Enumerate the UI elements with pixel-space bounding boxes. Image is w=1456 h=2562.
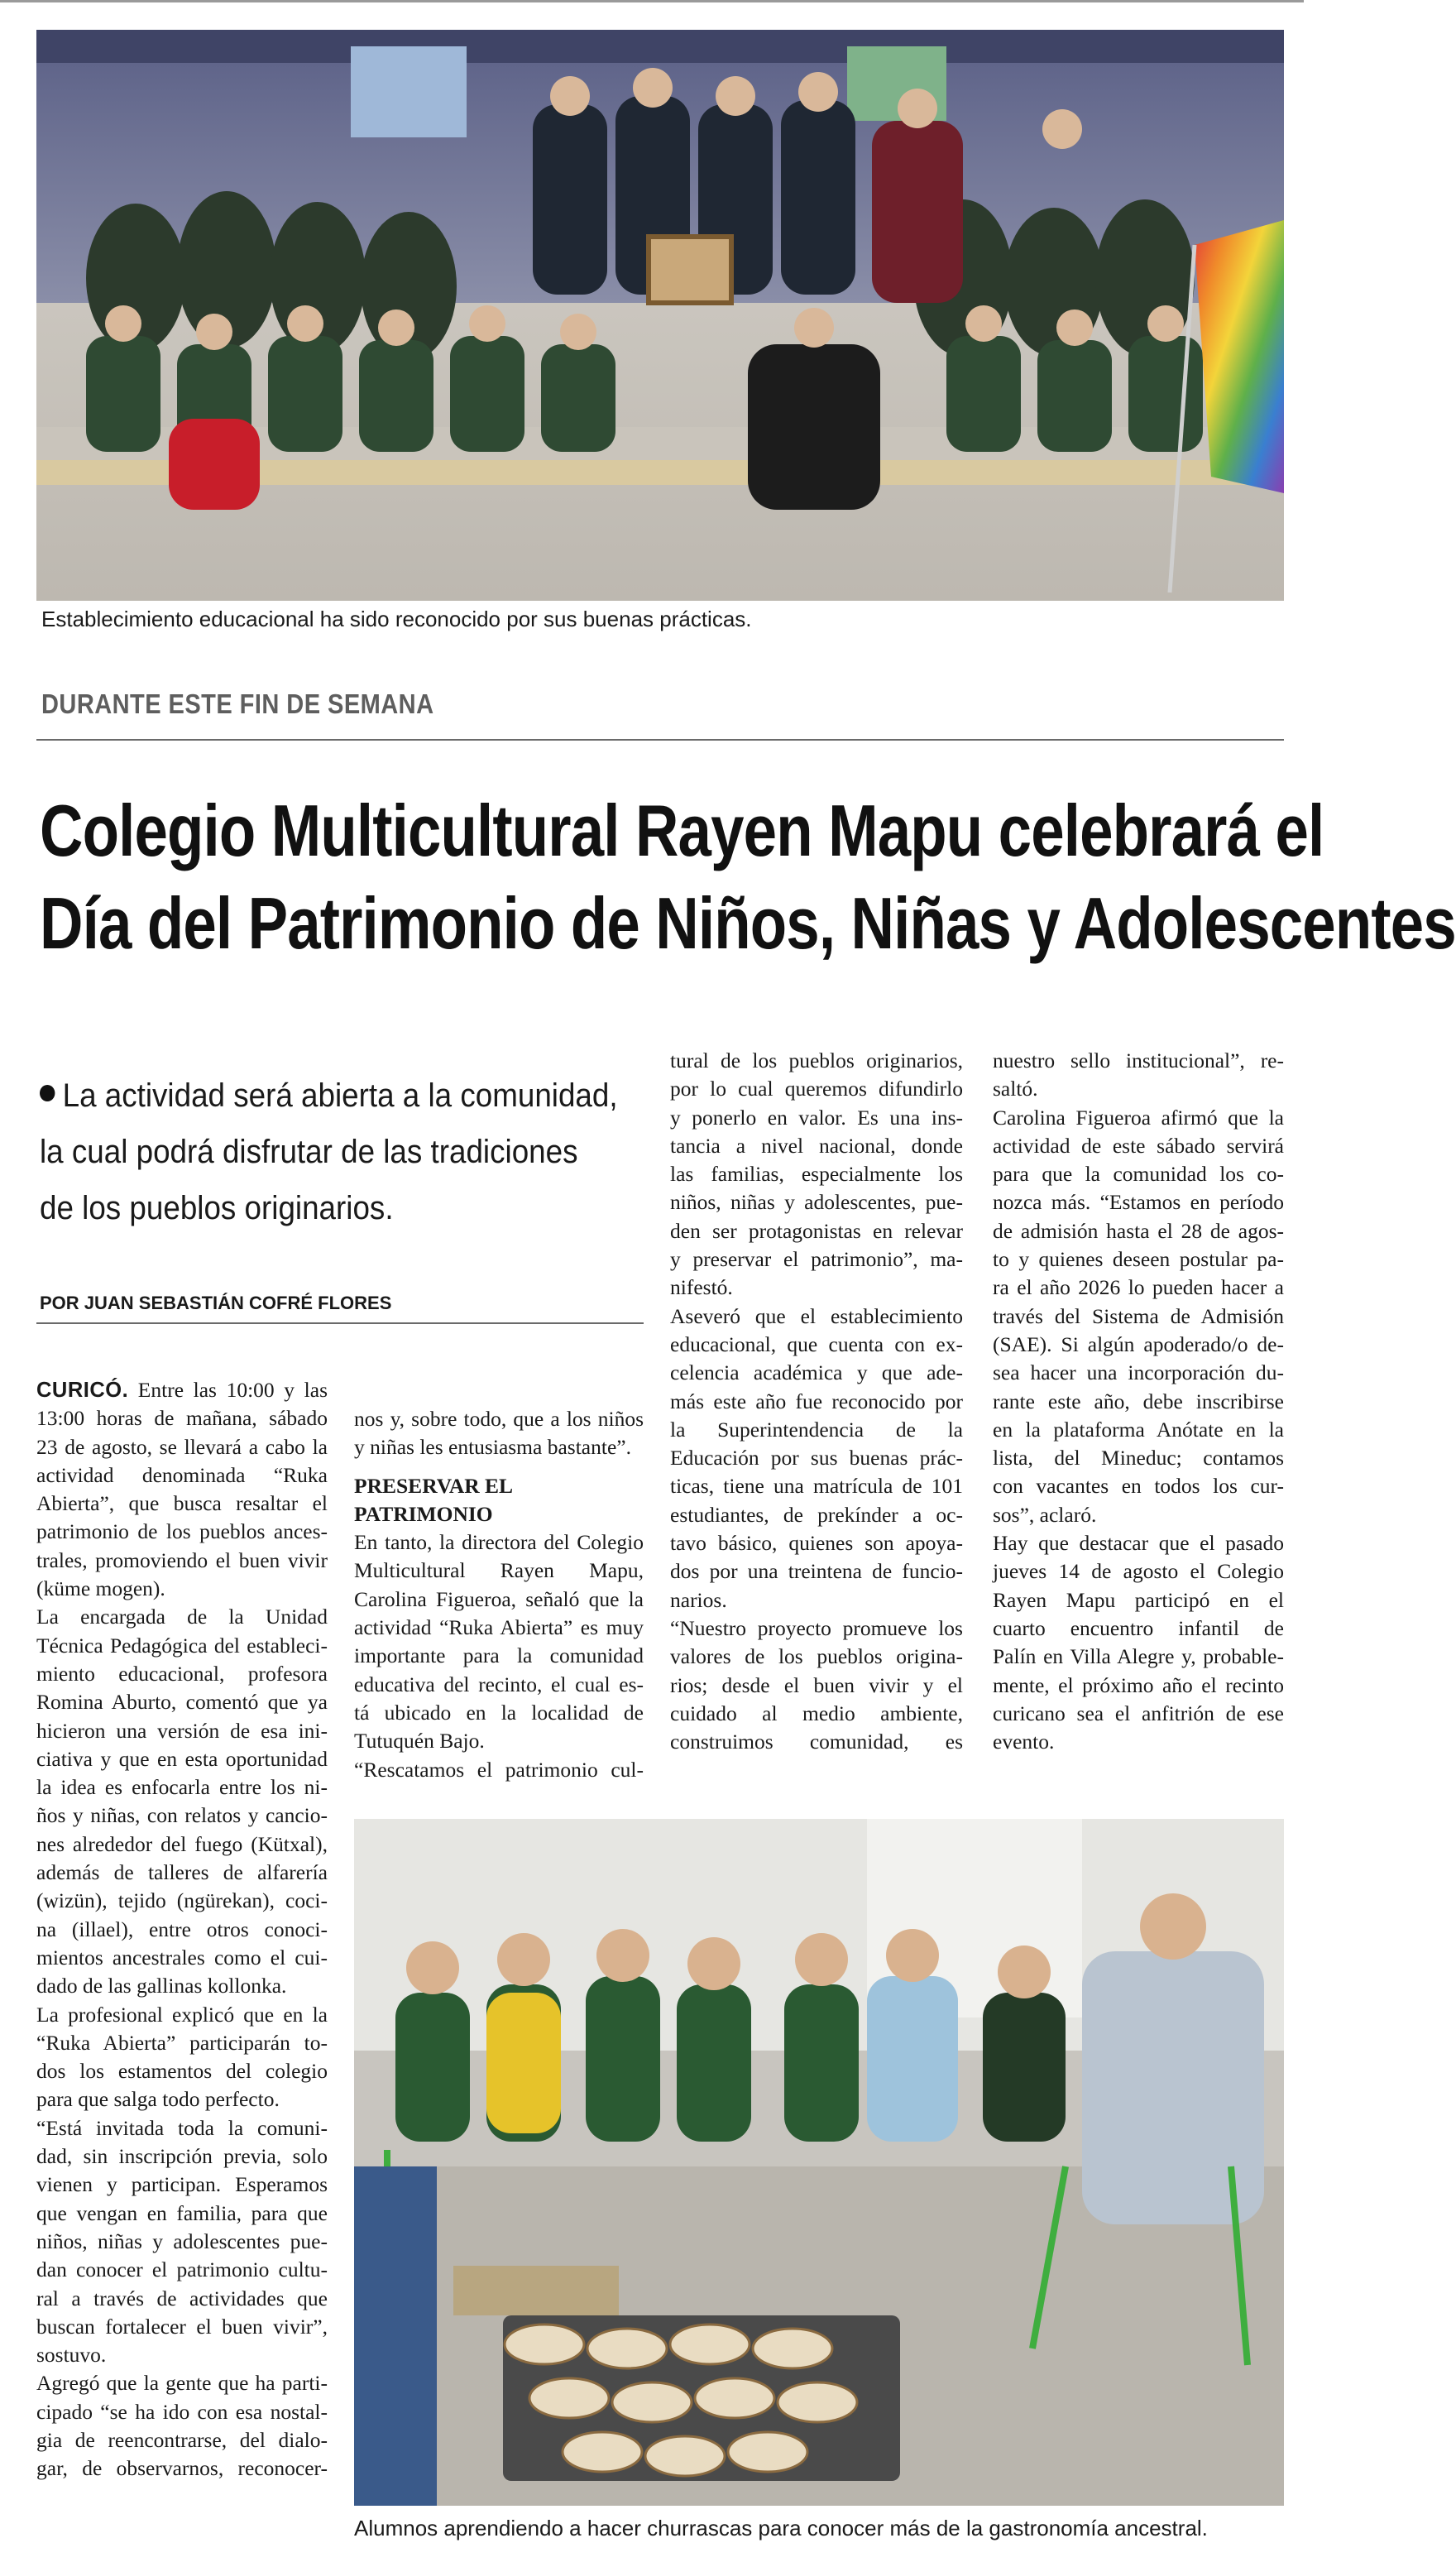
photo-caption: Establecimiento educacional ha sido reconocido por sus buenas prácticas.: [41, 607, 752, 631]
text-line: mente, el próximo año el recinto: [993, 1672, 1284, 1697]
text-line: valores de los pueblos origina-: [670, 1644, 963, 1669]
text-line: Aseveró que el establecimiento: [670, 1303, 963, 1328]
text-line: (wizün), tejido (ngürekan), coci-: [36, 1888, 328, 1913]
text-line: “Está invitada toda la comuni-: [36, 2115, 328, 2140]
text-line: ticas, tiene una matrícula de 101: [670, 1474, 963, 1499]
text-line: Agregó que la gente que ha parti-: [36, 2371, 328, 2396]
text-line: “Ruka Abierta” participarán to-: [36, 2030, 328, 2055]
text-line: [36, 1376, 328, 1404]
text-line: “Rescatamos el patrimonio cul-: [354, 1757, 644, 1782]
text-line: jueves 14 de agosto el Colegio: [993, 1559, 1284, 1584]
text-line: mientos ancestrales como el cui-: [36, 1945, 328, 1969]
text-line: Romina Aburto, comentó que ya: [36, 1690, 328, 1715]
text-line: actividad “Ruka Abierta” es muy: [354, 1615, 644, 1640]
text-line: dos por una treintena de funcio-: [670, 1559, 963, 1584]
text-line: educacional, que cuenta con ex-: [670, 1331, 963, 1356]
text-line: importante para la comunidad: [354, 1643, 644, 1668]
dateline-city: CURICÓ.: [36, 1379, 129, 1402]
text-line: y preservar el patrimonio”, ma-: [670, 1247, 963, 1272]
text-line: sos”, aclaró.: [993, 1502, 1097, 1527]
text-line: y ponerlo en valor. Es una ins-: [670, 1105, 963, 1130]
text-line: construimos comunidad, es: [670, 1730, 963, 1754]
text-line: actividad denominada “Ruka: [36, 1462, 328, 1487]
text-line: Tutuquén Bajo.: [354, 1729, 485, 1754]
text-line: buscan fortalecer el buen vivir”,: [36, 2314, 328, 2339]
text-line: dado de las gallinas kollonka.: [36, 1974, 287, 1998]
text-line: 23 de agosto, se llevará a cabo la: [36, 1434, 328, 1459]
text-line: cuarto encuentro infantil de: [993, 1615, 1284, 1640]
text-line: Hay que destacar que el pasado: [993, 1531, 1284, 1556]
text-line: además de talleres de alfarería: [36, 1860, 328, 1885]
text-line: más este año fue reconocido por: [670, 1389, 963, 1413]
text-line: estudiantes, de prekínder a oc-: [670, 1502, 963, 1527]
text-line: rante este año, debe inscribirse: [993, 1389, 1284, 1413]
text-line: tural de los pueblos originarios,: [670, 1048, 963, 1072]
section-subhead: PRESERVAR EL: [354, 1473, 514, 1498]
text-line: vienen y participan. Esperamos: [36, 2172, 328, 2197]
text-line: sea hacer una incorporación du-: [993, 1360, 1284, 1385]
text-line: Técnica Pedagógica del estableci-: [36, 1633, 328, 1658]
deck-line: la cual podrá disfrutar de las tradiciones: [40, 1134, 578, 1170]
group-photo: [36, 30, 1284, 601]
section-subhead: PATRIMONIO: [354, 1501, 493, 1526]
text-line: con vacantes en todos los cur-: [993, 1474, 1284, 1499]
text-line: través del Sistema de Admisión: [993, 1303, 1284, 1328]
text-line: niños, niñas y adolescentes, pue-: [670, 1190, 963, 1215]
byline-rule: [36, 1322, 644, 1324]
text-line: ra el año 2026 lo pueden hacer a: [993, 1275, 1284, 1300]
text-line: para que salga todo perfecto.: [36, 2087, 280, 2112]
article-column-4: [993, 1047, 1284, 1756]
text-line: dos los estamentos del colegio: [36, 2059, 328, 2084]
text-line: en la plataforma Anótate en la: [993, 1417, 1284, 1442]
students-photo: [354, 1819, 1284, 2506]
text-line: la Superintendencia de la: [670, 1417, 963, 1442]
text-line: Rayen Mapu participó en el: [993, 1587, 1284, 1612]
text-line: Carolina Figueroa afirmó que la: [993, 1105, 1284, 1130]
text-line: las familias, especialmente los: [670, 1162, 963, 1187]
text-line: gia de reencontrarse, del dialo-: [36, 2427, 328, 2452]
text-line: actividad de este sábado servirá: [993, 1133, 1284, 1158]
text-line: celencia académica y que ade-: [670, 1360, 963, 1385]
text-line: dan conocer el patrimonio cultu-: [36, 2257, 328, 2282]
text-line: ciativa y que en esta oportunidad: [36, 1746, 328, 1771]
kicker: DURANTE ESTE FIN DE SEMANA: [41, 688, 434, 719]
text-line: nozca más. “Estamos en período: [993, 1190, 1284, 1215]
text-line: Multicultural Rayen Mapu,: [354, 1558, 644, 1583]
text-line: nifestó.: [670, 1275, 733, 1300]
text-line: ños y niñas, con relatos y cancio-: [36, 1803, 328, 1828]
text-line: den ser protagonistas en relevar: [670, 1218, 963, 1243]
text-line: En tanto, la directora del Colegio: [354, 1530, 644, 1555]
text-line: 13:00 horas de mañana, sábado: [36, 1406, 328, 1431]
text-line: “Nuestro proyecto promueve los: [670, 1615, 963, 1640]
text-line: Palín en Villa Alegre y, probable-: [993, 1644, 1284, 1669]
text-line: Carolina Figueroa, señaló que la: [354, 1586, 644, 1611]
text-line: cuidado al medio ambiente,: [670, 1701, 963, 1725]
text-line: para que la comunidad los co-: [993, 1162, 1284, 1187]
text-line: educativa del recinto, el cual es-: [354, 1672, 644, 1696]
text-line: dad, sin inscripción previa, solo: [36, 2144, 328, 2169]
text-line: que vengan en familia, para que: [36, 2200, 328, 2225]
top-rule: [0, 0, 1304, 2]
text-line: tancia a nivel nacional, donde: [670, 1133, 963, 1158]
headline-line: Día del Patrimonio de Niños, Niñas y Adolescentes: [40, 882, 1456, 964]
text-line: evento.: [993, 1730, 1055, 1754]
text-line: Educación por sus buenas prác-: [670, 1446, 963, 1471]
text-line: miento educacional, profesora: [36, 1661, 328, 1686]
text-line: Abierta”, que busca resaltar el: [36, 1491, 328, 1516]
text-line: na (illael), entre otros conoci-: [36, 1917, 328, 1941]
headline-line: Colegio Multicultural Rayen Mapu celebrará el: [40, 789, 1324, 871]
text-line: sostuvo.: [36, 2343, 107, 2368]
text-fragment: Entre las 10:00 y las: [137, 1378, 328, 1402]
byline: POR JUAN SEBASTIÁN COFRÉ FLORES: [40, 1293, 392, 1313]
text-line: lista, del Mineduc; contamos: [993, 1446, 1284, 1471]
text-line: tavo básico, quienes son apoya-: [670, 1531, 963, 1556]
text-line: nuestro sello institucional”, re-: [993, 1048, 1284, 1072]
text-line: (SAE). Si algún apoderado/o de-: [993, 1331, 1284, 1356]
text-line: saltó.: [993, 1077, 1038, 1101]
deck: [40, 1068, 618, 1236]
article-column-1: [36, 1376, 328, 2483]
text-line: de admisión hasta el 28 de agos-: [993, 1218, 1284, 1243]
text-line: curicano sea el anfitrión de ese: [993, 1701, 1284, 1725]
deck-line: de los pueblos originarios.: [40, 1190, 394, 1226]
text-line: ral a través de actividades que: [36, 2286, 328, 2310]
article-column-3: [670, 1047, 963, 1756]
text-line: narios.: [670, 1587, 727, 1612]
text-line: nos y, sobre todo, que a los niños: [354, 1407, 644, 1431]
text-line: hicieron una versión de esa ini-: [36, 1718, 328, 1743]
text-line: tá ubicado en la localidad de: [354, 1700, 644, 1725]
text-line: niños, niñas y adolescentes pue-: [36, 2229, 328, 2253]
text-line: la idea es enfocarla entre los ni-: [36, 1775, 328, 1800]
text-line: trales, promoviendo el buen vivir: [36, 1547, 328, 1572]
photo-caption: Alumnos aprendiendo a hacer churrascas para conocer más de la gastronomía ancestral.: [354, 2516, 1208, 2540]
article-column-2: [354, 1405, 644, 1784]
text-line: to y quienes deseen postular pa-: [993, 1247, 1284, 1272]
text-line: (küme mogen).: [36, 1576, 165, 1601]
text-line: nes alrededor del fuego (Kütxal),: [36, 1831, 328, 1856]
text-line: gar, de observarnos, reconocer-: [36, 2456, 328, 2481]
text-line: patrimonio de los pueblos ances-: [36, 1519, 328, 1544]
text-line: rios; desde el buen vivir y el: [670, 1672, 963, 1697]
text-line: y niñas les entusiasma bastante”.: [354, 1435, 631, 1460]
text-line: cipado “se ha ido con esa nostal-: [36, 2399, 328, 2424]
headline: [40, 784, 1456, 970]
text-line: La encargada de la Unidad: [36, 1605, 328, 1629]
bullet-icon: [40, 1085, 55, 1101]
deck-line: La actividad será abierta a la comunidad,: [62, 1077, 618, 1114]
kicker-rule: [36, 739, 1284, 741]
text-line: por lo cual queremos difundirlo: [670, 1077, 963, 1101]
text-line: La profesional explicó que en la: [36, 2002, 328, 2027]
